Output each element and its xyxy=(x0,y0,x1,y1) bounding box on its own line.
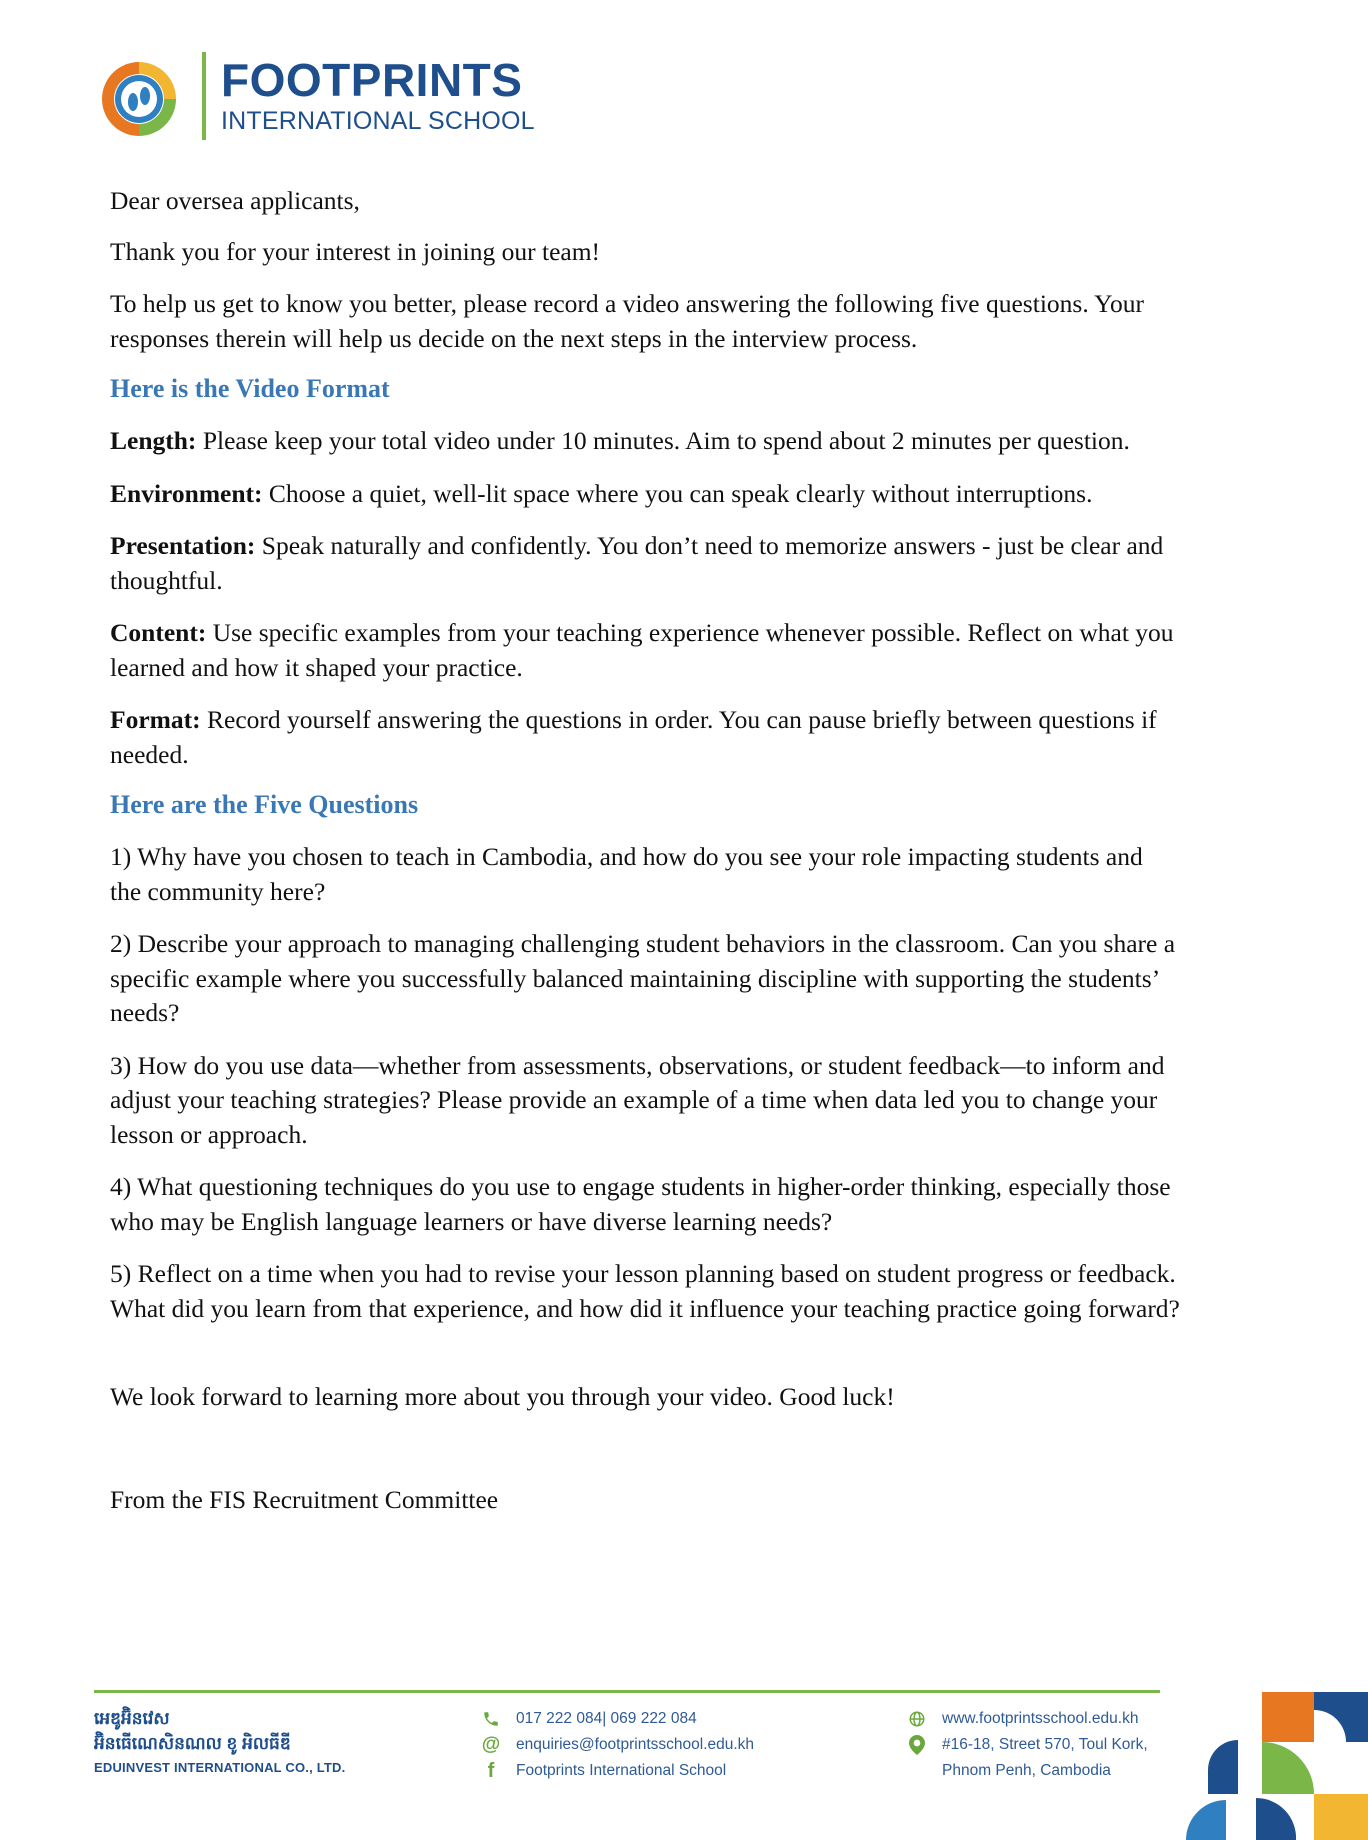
question-4: 4) What questioning techniques do you use to engage students in higher-order thinking, especially those who may be English language learners or have diverse learning needs? xyxy=(110,1172,1171,1236)
question-1: 1) Why have you chosen to teach in Cambodia, and how do you see your role impacting students and the community here? xyxy=(110,842,1143,906)
questions-heading: Here are the Five Questions xyxy=(110,790,419,819)
facebook-row xyxy=(478,1758,754,1784)
question-3: 3) How do you use data—whether from assessments, observations, or student feedback—to inform and adjust your teaching strategies? Please provide an example of a time when data led you to change your lesson or approach. xyxy=(110,1050,1165,1149)
format-item-format xyxy=(110,703,1180,772)
facebook-link[interactable]: Footprints International School xyxy=(516,1762,727,1779)
format-item-content xyxy=(110,616,1180,685)
logo-title: FOOTPRINTS xyxy=(221,54,523,106)
intro-paragraph: To help us get to know you better, please record a video answering the following five questions. Your responses therein will help us decide on the next steps in the interview process. xyxy=(110,289,1144,353)
thanks-line: Thank you for your interest in joining our team! xyxy=(110,236,601,266)
company-name-english: EDUINVEST INTERNATIONAL CO., LTD. xyxy=(94,1760,346,1775)
phone-icon xyxy=(478,1710,504,1728)
company-name-khmer-1: អេឌូអ៊ិនវេស xyxy=(94,1709,170,1728)
at-icon: @ xyxy=(481,1734,501,1755)
question-5: 5) Reflect on a time when you had to revise your lesson planning based on student progress or feedback. What did you learn from that experience, and how did it influence your teaching practice going forward? xyxy=(110,1259,1180,1323)
format-item-length xyxy=(110,424,1180,459)
address-row xyxy=(904,1732,1148,1784)
logo-subtitle: INTERNATIONAL SCHOOL xyxy=(221,107,535,135)
website-row xyxy=(904,1706,1148,1732)
address-line-2: Phnom Penh, Cambodia xyxy=(942,1762,1111,1779)
video-format-heading: Here is the Video Format xyxy=(110,374,390,403)
format-label: Presentation: xyxy=(110,531,256,560)
letter-body xyxy=(110,184,1180,1517)
format-label: Environment: xyxy=(110,478,263,508)
format-text: Speak naturally and confidently. You don’t need to memorize answers - just be clear and thoughtful. xyxy=(110,531,1164,595)
format-item-environment xyxy=(110,477,1180,512)
website-link[interactable]: www.footprintsschool.edu.kh xyxy=(942,1710,1139,1727)
footprints-circle-logo-icon xyxy=(94,54,184,144)
footer-divider xyxy=(94,1690,1160,1693)
facebook-icon: f xyxy=(487,1759,495,1782)
phone-numbers: 017 222 084| 069 222 084 xyxy=(516,1710,697,1727)
address-block xyxy=(904,1706,1148,1784)
question-2: 2) Describe your approach to managing challenging student behaviors in the classroom. Can you share a specific example where you successfully balanced maintaining discipline with supporting the students’ needs? xyxy=(110,929,1176,1027)
format-text: Please keep your total video under 10 minutes. Aim to spend about 2 minutes per question. xyxy=(196,426,1130,455)
company-name-khmer-2: អ៊ិនធើណេសិនណល ខូ អិលធីឌី xyxy=(94,1734,291,1753)
logo-divider xyxy=(202,52,206,140)
company-block xyxy=(94,1706,345,1775)
email-link[interactable]: enquiries@footprintsschool.edu.kh xyxy=(516,1736,755,1753)
signoff: From the FIS Recruitment Committee xyxy=(110,1484,499,1514)
address-line-1: #16-18, Street 570, Toul Kork, xyxy=(942,1736,1148,1753)
school-logo xyxy=(94,52,564,142)
format-label: Length: xyxy=(110,426,197,455)
contact-block xyxy=(478,1706,754,1784)
format-item-presentation xyxy=(110,529,1180,598)
location-pin-icon xyxy=(904,1732,930,1755)
format-text: Choose a quiet, well-lit space where you can speak clearly without interruptions. xyxy=(262,478,1093,508)
format-text: Use specific examples from your teaching experience whenever possible. Reflect on what you learned and how it shaped your practice. xyxy=(110,618,1174,682)
email-row xyxy=(478,1732,754,1758)
format-label: Content: xyxy=(110,618,207,647)
decorative-shapes-icon xyxy=(1156,1688,1368,1840)
globe-icon xyxy=(904,1710,930,1728)
salutation: Dear oversea applicants, xyxy=(110,186,360,215)
format-text: Record yourself answering the questions in order. You can pause briefly between questions if needed. xyxy=(110,705,1157,769)
format-label: Format: xyxy=(110,705,201,734)
address-text xyxy=(942,1732,1148,1784)
phone-row xyxy=(478,1706,754,1732)
closing-line: We look forward to learning more about you through your video. Good luck! xyxy=(110,1382,895,1411)
